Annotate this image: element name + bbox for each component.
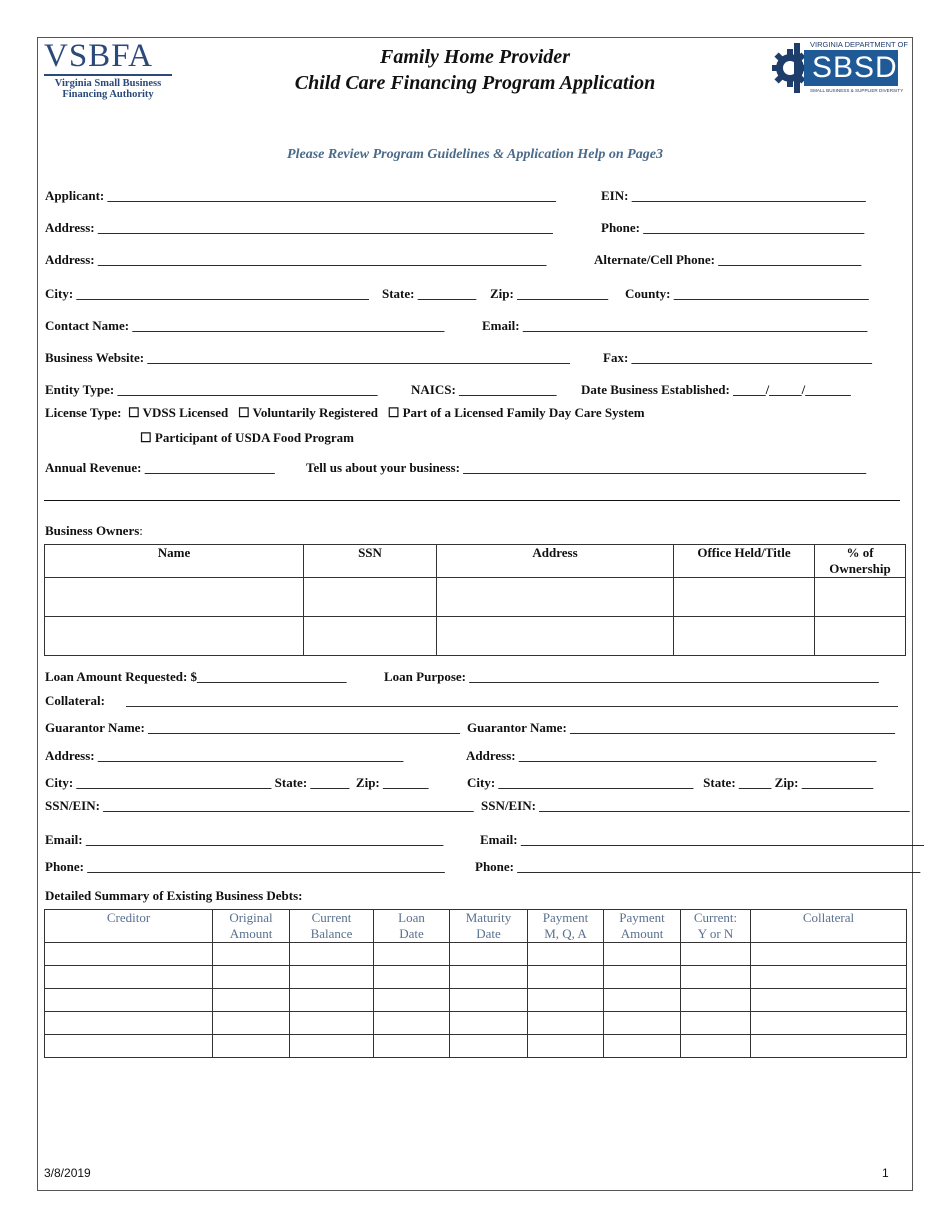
loan-purpose-label: Loan Purpose: [384,669,466,684]
guarantor1-city-label: City: [45,775,74,790]
tell-us-line: ______________________________________________________________ [463,460,867,475]
table-cell[interactable] [751,943,907,966]
phone-field[interactable] [601,220,864,236]
table-cell[interactable] [374,1012,450,1035]
dollar-sign: $ [190,669,198,684]
checkbox-icon[interactable]: ☐ [127,405,140,420]
county-field[interactable] [625,286,869,302]
state-label: State: [382,286,415,301]
page-number: 1 [882,1166,889,1180]
guarantor2-name-line: __________________________________________________ [570,720,896,735]
tell-us-field[interactable] [306,460,866,476]
guarantor1-address-line: _______________________________________________ [97,748,404,763]
collateral-label: Collateral: [45,693,105,708]
guarantor2-phone-field[interactable] [475,859,920,875]
guarantor1-email-line: _______________________________________________________ [85,832,444,847]
owners-col-ssn: SSN [304,545,437,578]
owners-col-ownership: % of Ownership [815,545,906,578]
guarantor1-city-line: ______________________________ [76,775,272,790]
table-cell[interactable] [528,943,604,966]
debts-col-collateral: Collateral [751,910,907,943]
contact-name-line: ________________________________________________ [132,318,445,333]
table-cell[interactable] [290,966,374,989]
guarantor1-phone-line: _______________________________________________________ [87,859,445,874]
table-cell[interactable] [751,1035,907,1058]
table-cell[interactable] [604,1035,681,1058]
table-cell[interactable] [45,989,213,1012]
table-cell[interactable] [681,966,751,989]
zip-field[interactable] [490,286,608,302]
naics-line: _______________ [459,382,557,397]
phone-line: __________________________________ [643,220,865,235]
guarantor2-city-field[interactable] [467,775,873,791]
business-description-line[interactable] [44,500,900,501]
guarantor2-state-line: _____ [738,775,772,790]
table-cell[interactable] [213,966,290,989]
table-row [45,943,907,966]
alt-phone-field[interactable] [594,252,861,268]
license-option-vdss[interactable]: ☐ VDSS Licensed [127,405,229,420]
entity-type-field[interactable] [45,382,377,398]
table-cell[interactable] [45,943,213,966]
guarantor1-name-line: ________________________________________________ [148,720,461,735]
table-cell[interactable] [45,1035,213,1058]
zip-label: Zip: [490,286,514,301]
guarantor2-phone-label: Phone: [475,859,514,874]
guarantor1-state-label: State: [274,775,308,790]
table-cell[interactable] [213,1035,290,1058]
annual-revenue-line: ____________________ [144,460,275,475]
owners-col-office: Office Held/Title [674,545,815,578]
address2-field[interactable] [45,252,546,268]
form-title-line1: Family Home Provider [380,46,570,68]
guarantor2-email-label: Email: [480,832,518,847]
license-type-row [45,405,645,421]
date-established-line: _____/_____/_______ [733,382,851,397]
guarantor2-city-label: City: [467,775,496,790]
table-cell[interactable] [681,1012,751,1035]
city-label: City: [45,286,74,301]
table-cell[interactable] [681,989,751,1012]
city-field[interactable] [45,286,369,302]
vsbfa-logo-line2: Financing Authority [62,89,154,100]
loan-amount-line: _______________________ [197,669,347,684]
guarantor1-state-line: ______ [310,775,350,790]
naics-label: NAICS: [411,382,456,397]
table-cell[interactable] [45,966,213,989]
owners-col-address: Address [437,545,674,578]
website-line: _________________________________________________________________ [147,350,570,365]
guarantor2-state-label: State: [703,775,736,790]
ein-field[interactable] [601,188,866,204]
website-field[interactable] [45,350,570,366]
guarantor1-address-field[interactable] [45,748,403,764]
table-cell[interactable] [604,989,681,1012]
guarantor1-email-field[interactable] [45,832,443,848]
guarantor2-email-field[interactable] [480,832,924,848]
ein-label: EIN: [601,188,629,203]
table-cell[interactable] [45,617,304,656]
guarantor2-city-line: ______________________________ [498,775,694,790]
guarantor2-address-label: Address: [466,748,516,763]
loan-purpose-line: _______________________________________________________________ [469,669,879,684]
guarantor2-address-line: _______________________________________________________ [518,748,877,763]
debts-col-maturity-date: Maturity Date [450,910,528,943]
owners-header-row [45,545,906,578]
table-cell[interactable] [304,617,437,656]
collateral-line[interactable] [126,706,898,707]
table-cell[interactable] [374,943,450,966]
license-type-label: License Type: [45,405,122,420]
table-cell[interactable] [751,989,907,1012]
applicant-line: _____________________________________________________________________ [107,188,556,203]
table-cell[interactable] [528,989,604,1012]
table-cell[interactable] [437,617,674,656]
guarantor1-ssn-field[interactable] [45,798,474,814]
table-cell[interactable] [450,1012,528,1035]
table-cell[interactable] [213,943,290,966]
table-row [45,966,907,989]
table-row [45,1012,907,1035]
fax-label: Fax: [603,350,629,365]
license-option-voluntary[interactable]: ☐ Voluntarily Registered [237,405,378,420]
owners-heading: Business Owners: [45,523,143,538]
guarantor1-ssn-line: _________________________________________________________ [103,798,474,813]
tell-us-label: Tell us about your business: [306,460,460,475]
form-title-line2: Child Care Financing Program Application [294,72,656,94]
table-cell[interactable] [304,578,437,617]
table-cell[interactable] [290,1012,374,1035]
sbsd-logo-bottom: SMALL BUSINESS & SUPPLIER DIVERSITY [810,88,904,93]
table-cell[interactable] [604,966,681,989]
table-cell[interactable] [681,943,751,966]
table-cell[interactable] [751,966,907,989]
table-cell[interactable] [450,1035,528,1058]
entity-type-label: Entity Type: [45,382,115,397]
table-cell[interactable] [815,617,906,656]
table-cell[interactable] [681,1035,751,1058]
table-cell[interactable] [528,966,604,989]
applicant-field[interactable] [45,188,556,204]
guarantor1-zip-line: _______ [383,775,429,790]
guarantor1-email-label: Email: [45,832,83,847]
debts-col-current-balance: Current Balance [290,910,374,943]
guarantor2-phone-line: ______________________________________________________________ [517,859,921,874]
debts-col-original-amount: Original Amount [213,910,290,943]
guarantor2-zip-label: Zip: [774,775,799,790]
fax-field[interactable] [603,350,872,366]
footer-date: 3/8/2019 [44,1166,91,1180]
city-line: _____________________________________________ [76,286,369,301]
table-cell[interactable] [450,989,528,1012]
guarantor1-ssn-label: SSN/EIN: [45,798,100,813]
guarantor1-city-field[interactable] [45,775,429,791]
table-cell[interactable] [374,966,450,989]
guarantor2-ssn-label: SSN/EIN: [481,798,536,813]
vsbfa-logo-name: VSBFA [44,38,153,74]
entity-type-line: ________________________________________ [117,382,378,397]
debts-col-current: Current: Y or N [681,910,751,943]
contact-name-label: Contact Name: [45,318,130,333]
guarantor1-name-field[interactable] [45,720,460,736]
guarantor1-phone-field[interactable] [45,859,445,875]
county-line: ______________________________ [673,286,869,301]
applicant-label: Applicant: [45,188,105,203]
table-cell[interactable] [213,989,290,1012]
table-cell[interactable] [674,617,815,656]
state-line: _________ [417,286,477,301]
license-option-usda[interactable]: ☐ Participant of USDA Food Program [140,430,354,445]
debts-heading: Detailed Summary of Existing Business Debts: [45,888,303,903]
table-row [45,578,906,617]
table-cell[interactable] [450,943,528,966]
table-cell[interactable] [290,943,374,966]
loan-amount-field[interactable] [45,669,347,685]
owners-table [44,544,906,656]
ein-line: ____________________________________ [631,188,866,203]
guarantor2-name-field[interactable] [467,720,895,736]
table-cell[interactable] [374,1035,450,1058]
table-cell[interactable] [437,578,674,617]
table-row [45,1035,907,1058]
sbsd-logo-top: VIRGINIA DEPARTMENT OF [810,40,908,49]
sbsd-logo [772,40,908,96]
website-label: Business Website: [45,350,145,365]
guarantor2-zip-line: ___________ [801,775,874,790]
annual-revenue-label: Annual Revenue: [45,460,142,475]
address1-line: ______________________________________________________________________ [97,220,553,235]
date-established-label: Date Business Established: [581,382,730,397]
sbsd-logo-main: SBSD [812,51,898,84]
guarantor2-address-field[interactable] [466,748,876,764]
table-cell[interactable] [604,1012,681,1035]
guarantor2-ssn-field[interactable] [481,798,910,814]
guarantor2-email-line: ______________________________________________________________ [520,832,924,847]
guarantor2-name-label: Guarantor Name: [467,720,567,735]
guarantor1-phone-label: Phone: [45,859,84,874]
table-cell[interactable] [45,578,304,617]
debts-col-creditor: Creditor [45,910,213,943]
guarantor1-name-label: Guarantor Name: [45,720,145,735]
address1-field[interactable] [45,220,553,236]
debts-col-loan-date: Loan Date [374,910,450,943]
table-cell[interactable] [674,578,815,617]
phone-label: Phone: [601,220,640,235]
email-label: Email: [482,318,520,333]
address2-line: _____________________________________________________________________ [97,252,547,267]
debts-table [44,909,907,1058]
zip-line: ______________ [517,286,609,301]
guarantor1-zip-label: Zip: [355,775,380,790]
checkbox-icon[interactable]: ☐ [140,430,152,445]
table-cell[interactable] [213,1012,290,1035]
table-cell[interactable] [815,578,906,617]
checkbox-icon[interactable]: ☐ [387,405,400,420]
table-cell[interactable] [751,1012,907,1035]
owners-col-name: Name [45,545,304,578]
annual-revenue-field[interactable] [45,460,275,476]
guarantor1-address-label: Address: [45,748,95,763]
debts-col-payment-amount: Payment Amount [604,910,681,943]
table-cell[interactable] [290,989,374,1012]
loan-amount-label: Loan Amount Requested: [45,669,188,684]
address1-label: Address: [45,220,95,235]
loan-purpose-field[interactable] [384,669,879,685]
table-row [45,617,906,656]
guidelines-note: Please Review Program Guidelines & Application Help on Page3 [287,147,663,162]
date-established-field[interactable] [581,382,851,398]
alt-phone-line: ______________________ [718,252,862,267]
naics-field[interactable] [411,382,557,398]
contact-name-field[interactable] [45,318,444,334]
guarantor2-ssn-line: _________________________________________________________ [539,798,910,813]
email-field[interactable] [482,318,867,334]
fax-line: _____________________________________ [631,350,873,365]
table-cell[interactable] [290,1035,374,1058]
address2-label: Address: [45,252,95,267]
table-cell[interactable] [528,1035,604,1058]
table-cell[interactable] [528,1012,604,1035]
alt-phone-label: Alternate/Cell Phone: [594,252,715,267]
debts-col-payment-frequency: Payment M, Q, A [528,910,604,943]
table-cell[interactable] [450,966,528,989]
county-label: County: [625,286,671,301]
table-cell[interactable] [604,943,681,966]
table-row [45,989,907,1012]
checkbox-icon[interactable]: ☐ [237,405,250,420]
table-cell[interactable] [45,1012,213,1035]
email-line: _____________________________________________________ [522,318,868,333]
state-field[interactable] [382,286,476,302]
table-cell[interactable] [374,989,450,1012]
debts-header-row [45,910,907,943]
vsbfa-logo-line1: Virginia Small Business [54,78,162,89]
license-option-family-day-care[interactable]: ☐ Part of a Licensed Family Day Care System [387,405,645,420]
